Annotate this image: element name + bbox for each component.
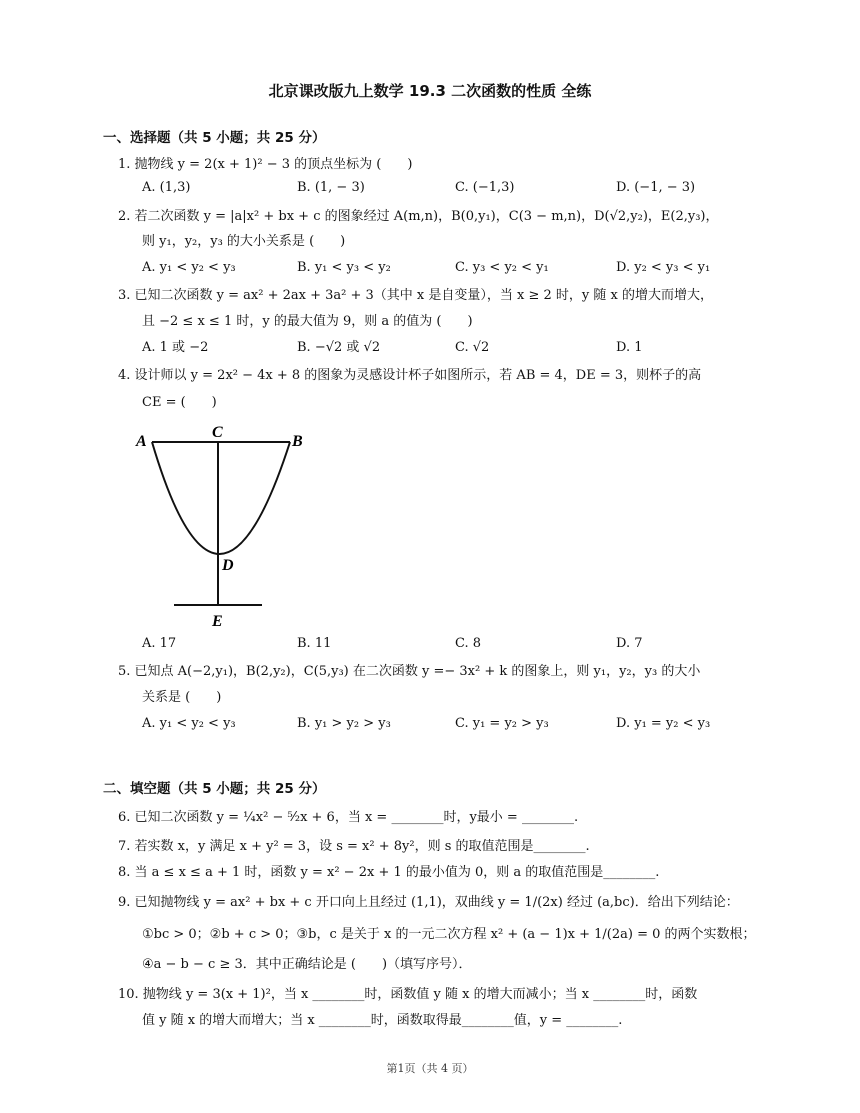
- question-4-stem: 4. 设计师以 y = 2x² − 4x + 8 的图象为灵感设计杯子如图所示，若 AB = 4，DE = 3，则杯子的高: [118, 368, 702, 383]
- option-d: D. (−1, − 3): [616, 180, 696, 195]
- option-b: B. y₁ < y₃ < y₂: [297, 260, 391, 275]
- option-a: A. 17: [142, 636, 177, 651]
- option-b: B. (1, − 3): [297, 180, 365, 195]
- question-2-stem: 2. 若二次函数 y = |a|x² + bx + c 的图象经过 A(m,n)，B(0,y₁)，C(3 − m,n)，D(√2,y₂)，E(2,y₃)，: [118, 209, 719, 224]
- label-c: C: [212, 424, 223, 441]
- option-b: B. y₁ > y₂ > y₃: [297, 716, 391, 731]
- page-title: 北京课改版九上数学 19.3 二次函数的性质 全练: [268, 82, 592, 100]
- option-c: C. 8: [455, 636, 482, 651]
- cup-figure: [130, 422, 303, 632]
- question-1-stem: 1. 抛物线 y = 2(x + 1)² − 3 的顶点坐标为 ( ): [118, 157, 413, 172]
- question-9-stem-cont: ①bc > 0；②b + c > 0；③b，c 是关于 x 的一元二次方程 x² + (a − 1)x + 1/(2a) = 0 的两个实数根；: [142, 927, 756, 942]
- label-e: E: [212, 613, 223, 630]
- question-6-stem: 6. 已知二次函数 y = ¼x² − ⁵⁄₂x + 6，当 x = ________时，y最小 = ________.: [118, 810, 579, 825]
- question-3-stem: 3. 已知二次函数 y = ax² + 2ax + 3a² + 3（其中 x 是自变量），当 x ≥ 2 时，y 随 x 的增大而增大，: [118, 288, 713, 303]
- option-c: C. y₃ < y₂ < y₁: [455, 260, 549, 275]
- question-5-stem-cont: 关系是 ( ): [142, 690, 222, 705]
- question-4-options: [142, 634, 762, 654]
- question-9-stem: 9. 已知抛物线 y = ax² + bx + c 开口向上且经过 (1,1)，双曲线 y = 1/(2x) 经过 (a,bc)．给出下列结论：: [118, 895, 739, 910]
- option-a: A. y₁ < y₂ < y₃: [142, 260, 236, 275]
- question-3-options: [142, 338, 762, 358]
- option-d: D. 1: [616, 340, 643, 355]
- question-1-options: [142, 178, 762, 198]
- page-footer: 第1页（共 4 页）: [386, 1062, 474, 1075]
- section-heading-fill: 二、填空题（共 5 小题；共 25 分）: [103, 781, 326, 797]
- label-d: D: [222, 557, 234, 574]
- option-c: C. √2: [455, 340, 490, 355]
- section-heading-choice: 一、选择题（共 5 小题；共 25 分）: [103, 130, 326, 146]
- option-d: D. y₁ = y₂ < y₃: [616, 716, 711, 731]
- question-10-stem: 10. 抛物线 y = 3(x + 1)²，当 x ________时，函数值 y 随 x 的增大而减小；当 x ________时，函数: [118, 987, 698, 1002]
- question-2-options: [142, 258, 762, 278]
- option-a: A. (1,3): [142, 180, 191, 195]
- question-9-stem-cont-2: ④a − b − c ≥ 3．其中正确结论是 ( )（填写序号）．: [142, 957, 472, 972]
- question-2-stem-cont: 则 y₁，y₂，y₃ 的大小关系是 ( ): [142, 234, 346, 249]
- question-5-stem: 5. 已知点 A(−2,y₁)，B(2,y₂)，C(5,y₃) 在二次函数 y =− 3x² + k 的图象上，则 y₁，y₂，y₃ 的大小: [118, 664, 701, 679]
- option-c: C. (−1,3): [455, 180, 515, 195]
- option-d: D. y₂ < y₃ < y₁: [616, 260, 711, 275]
- option-c: C. y₁ = y₂ > y₃: [455, 716, 549, 731]
- question-5-options: [142, 714, 762, 734]
- option-a: A. y₁ < y₂ < y₃: [142, 716, 236, 731]
- option-b: B. −√2 或 √2: [297, 340, 381, 355]
- option-d: D. 7: [616, 636, 643, 651]
- option-b: B. 11: [297, 636, 332, 651]
- question-8-stem: 8. 当 a ≤ x ≤ a + 1 时，函数 y = x² − 2x + 1 的最小值为 0，则 a 的取值范围是________.: [118, 865, 660, 880]
- question-4-stem-cont: CE = ( ): [142, 395, 217, 410]
- parabola-curve: [152, 442, 290, 554]
- label-b: B: [292, 433, 303, 450]
- question-7-stem: 7. 若实数 x，y 满足 x + y² = 3，设 s = x² + 8y²，则 s 的取值范围是________.: [118, 839, 590, 854]
- option-a: A. 1 或 −2: [142, 340, 209, 355]
- question-10-stem-cont: 值 y 随 x 的增大而增大；当 x ________时，函数取得最________值，y = ________.: [142, 1013, 623, 1028]
- label-a: A: [136, 433, 147, 450]
- question-3-stem-cont: 且 −2 ≤ x ≤ 1 时，y 的最大值为 9，则 a 的值为 ( ): [142, 314, 473, 329]
